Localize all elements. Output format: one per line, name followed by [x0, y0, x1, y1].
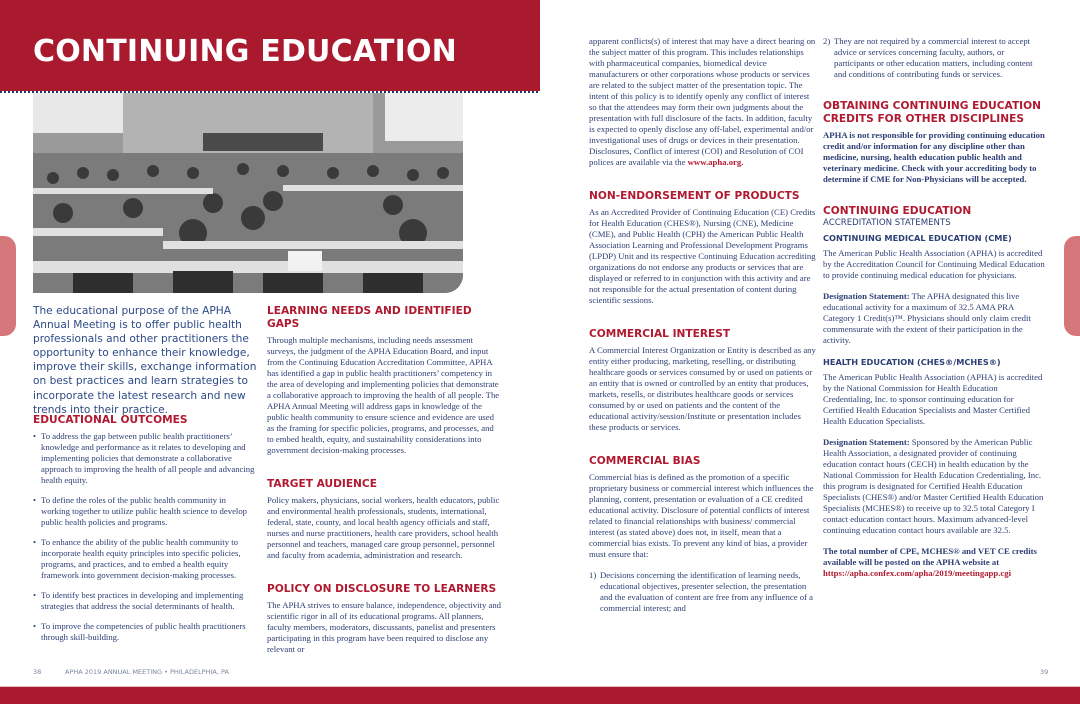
list-item: • To address the gap between public health practitioners’ knowledge and performance as it relates to developing and implementing policies that demonstrate a collaborative approach to improving the health of all people and advancing health equity.: [33, 431, 255, 486]
apha-website-link[interactable]: www.apha.org.: [687, 157, 744, 167]
commercial-bias-body: Commercial bias is defined as the promotion of a specific proprietary business or commercial interest which influences the planning, content, presentation or evaluation of a CE credited educational activity. Disclosure of potential conflicts of interest related to financial relationships with business/ commercial interest (as stated above) does not, in itself, mean that a commercial bias exists. To prevent any kind of bias, a provider must ensure that:: [589, 472, 814, 559]
conference-hall-photo: [33, 93, 463, 293]
column-disclosure-continued: [589, 36, 816, 624]
non-endorsement-heading: NON-ENDORSEMENT OF PRODUCTS: [589, 190, 800, 202]
educational-outcomes-heading: EDUCATIONAL OUTCOMES: [33, 414, 188, 426]
list-item: • To identify best practices in developing and implementing strategies that address the social determinants of health.: [33, 590, 255, 612]
column-educational-outcomes: [33, 414, 255, 652]
cme-body: The American Public Health Association (APHA) is accredited by the Accreditation Council for Continuing Medical Education to provide continuing medical education for physicians.: [823, 248, 1045, 280]
total-credits-note: The total number of CPE, MCHES® and VET CE credits available will be posted on the APHA website at https://apha.confex.com/apha/2019/meetingapp.cgi: [823, 546, 1037, 578]
target-audience-body: Policy makers, physicians, social workers, health educators, public and environmental health professionals, students, international, federal, state, county, and local health agency officials and staff, nurses and nurse practitioners, health care providers, school health personnel and teachers, managed care group personnel, personnel and faculty from academia, administration and research.: [267, 495, 500, 560]
running-title: APHA 2019 ANNUAL MEETING • PHILADELPHIA, PA: [65, 668, 229, 676]
cme-heading: CONTINUING MEDICAL EDUCATION (CME): [823, 233, 1012, 243]
page-title: CONTINUING EDUCATION: [33, 34, 457, 69]
cme-designation: Designation Statement: The APHA designated this live educational activity for a maximum of 32.5 AMA PRA Category 1 Credit(s)™. Physicians should only claim credit commensurate with the extent of their participation in the activity.: [823, 291, 1031, 345]
policy-disclosure-body-continued: apparent conflicts(s) of interest that may have a direct bearing on the subject matter of this program. This includes relationships with pharmaceutical companies, biomedical device manufacturers or other corporations whose products or services are related to the subject matter of the presentation topic. The intent of this policy is to identify openly any conflict of interest so that the attendees may form their own judgments about the presentation with full disclosure of the facts. In addition, faculty is expected to openly disclose any off-label, experimental and/or investigational uses of drugs or devices in their presentation. Disclosures, Conflict of interest (COI) and Resolution of COI polices are available via the www.apha.org.: [589, 36, 816, 167]
obtaining-credits-heading: OBTAINING CONTINUING EDUCATION CREDITS FOR OTHER DISCIPLINES: [823, 100, 1041, 125]
policy-disclosure-body: The APHA strives to ensure balance, independence, objectivity and scientific rigor in all of its educational programs. All planners, faculty members, moderators, discussants, panelist and presenters participating in this program have been required to disclose any relevant or: [267, 600, 502, 654]
footer-band: [0, 687, 1080, 704]
list-item: • To improve the competencies of public health practitioners through skill-building.: [33, 621, 255, 643]
right-page-number: 39: [1040, 668, 1049, 676]
commercial-interest-body: A Commercial Interest Organization or Entity is described as any entity either producing, marketing, reselling, or distributing healthcare goods or services consumed by or used on patients or an entity that is owned or controlled by an entity that produces, markets, resells, or distributes healthcare goods or services consumed by or used on patients and the content of the educational activity/session/Institute or presentation includes these products or services.: [589, 345, 816, 432]
non-endorsement-body: As an Accredited Provider of Continuing Education (CE) Credits for Health Education (CHES®), Nursing (CNE), Medicine (CME), and Public Health (CPH) the American Public Health Association Learning and Professional Development Programs (LPDP) Unit and its respective Continuing Education accrediting organizations do not endorse any products or services that are displayed or referred to in conjunction with this activity and are not responsible for the actual presentation of content during scientific sessions.: [589, 207, 816, 305]
list-item: • To define the roles of the public health community in working together to utilize public health science to develop public health policies and programs.: [33, 495, 255, 528]
obtaining-credits-body: APHA is not responsible for providing continuing education credit and/or information for any discipline other than medicine, nursing, health education public health and veterinary medicine. Check with your accrediting body to determine if CME for Non-Physicians will be accepted.: [823, 130, 1045, 184]
commercial-interest-heading: COMMERCIAL INTEREST: [589, 328, 731, 340]
list-item: 1) Decisions concerning the identification of learning needs, educational objectives, presenter selection, the presentation and the evaluation of content are free from any influence of a commercial interest; and: [589, 570, 813, 613]
column-accreditation: [823, 36, 1045, 589]
list-item: 2) They are not required by a commercial interest to accept advice or services concerning faculty, authors, or participants or other education matters, including content and conditions of contributing funds or services.: [823, 36, 1033, 79]
health-education-body: The American Public Health Association (APHA) is accredited by the National Commission for Health Education Credentialing, Inc. to sponsor continuing education for Certified Health Education Specialists and Master Certified Health Education Specialists.: [823, 372, 1043, 426]
learning-needs-heading: LEARNING NEEDS AND IDENTIFIED GAPS: [267, 305, 472, 330]
learning-needs-body: Through multiple mechanisms, including needs assessment surveys, the judgment of the APHA Education Board, and input from the Continuing Education Accreditation Committee, APHA has identified a gap in public health practitioners’ competency in the area of developing and implementing policies that demonstrate a collaborative approach to improving the health of all people. The APHA Annual Meeting will address gaps in knowledge of the public health community to ensure science and evidence are used as the framing for specific policies, programs, and processes, and to embed health, equity, and sustainability considerations into government decision-making processes.: [267, 335, 500, 455]
educational-outcomes-list: [33, 431, 255, 643]
intro-paragraph: The educational purpose of the APHA Annual Meeting is to offer public health professionals and other practitioners the opportunity to enhance their knowledge, improve their skills, exchange information on best practices and learn strategies to incorporate the latest research and new trends into their practice.: [33, 305, 257, 416]
target-audience-heading: TARGET AUDIENCE: [267, 478, 377, 490]
policy-disclosure-heading: POLICY ON DISCLOSURE TO LEARNERS: [267, 583, 497, 595]
accreditation-subtitle: ACCREDITATION STATEMENTS: [823, 218, 951, 228]
health-education-designation: Designation Statement: Sponsored by the American Public Health Association, a designated provider of continuing education contact hours (CECH) in health education by the National Commission for Health Education Credentialing, Inc. this program is designated for Certified Health Education Specialists (CHES®) and/or Master Certified Health Education Specialists (MCHES®) to receive up to 32.5 total Category I contact education contact hours. Maximum advanced-level continuing education contact hours available are 32.5.: [823, 437, 1044, 535]
page-edge-tab-left: [0, 236, 16, 336]
accreditation-heading: CONTINUING EDUCATION: [823, 205, 972, 217]
commercial-bias-list-continued: [823, 36, 1045, 80]
commercial-bias-list: [589, 570, 816, 614]
page-edge-tab-right: [1064, 236, 1080, 336]
list-item: • To enhance the ability of the public health community to incorporate health equity principles into specific policies, programs, and practices, and to embed a health equity framework into government decision-making processes.: [33, 537, 255, 581]
column-learning-needs: [267, 305, 502, 665]
health-education-heading: HEALTH EDUCATION (CHES®/MCHES®): [823, 357, 1001, 367]
left-page-number: 38: [33, 668, 42, 676]
commercial-bias-heading: COMMERCIAL BIAS: [589, 455, 701, 467]
meeting-app-link[interactable]: https://apha.confex.com/apha/2019/meetingapp.cgi: [823, 568, 1011, 578]
